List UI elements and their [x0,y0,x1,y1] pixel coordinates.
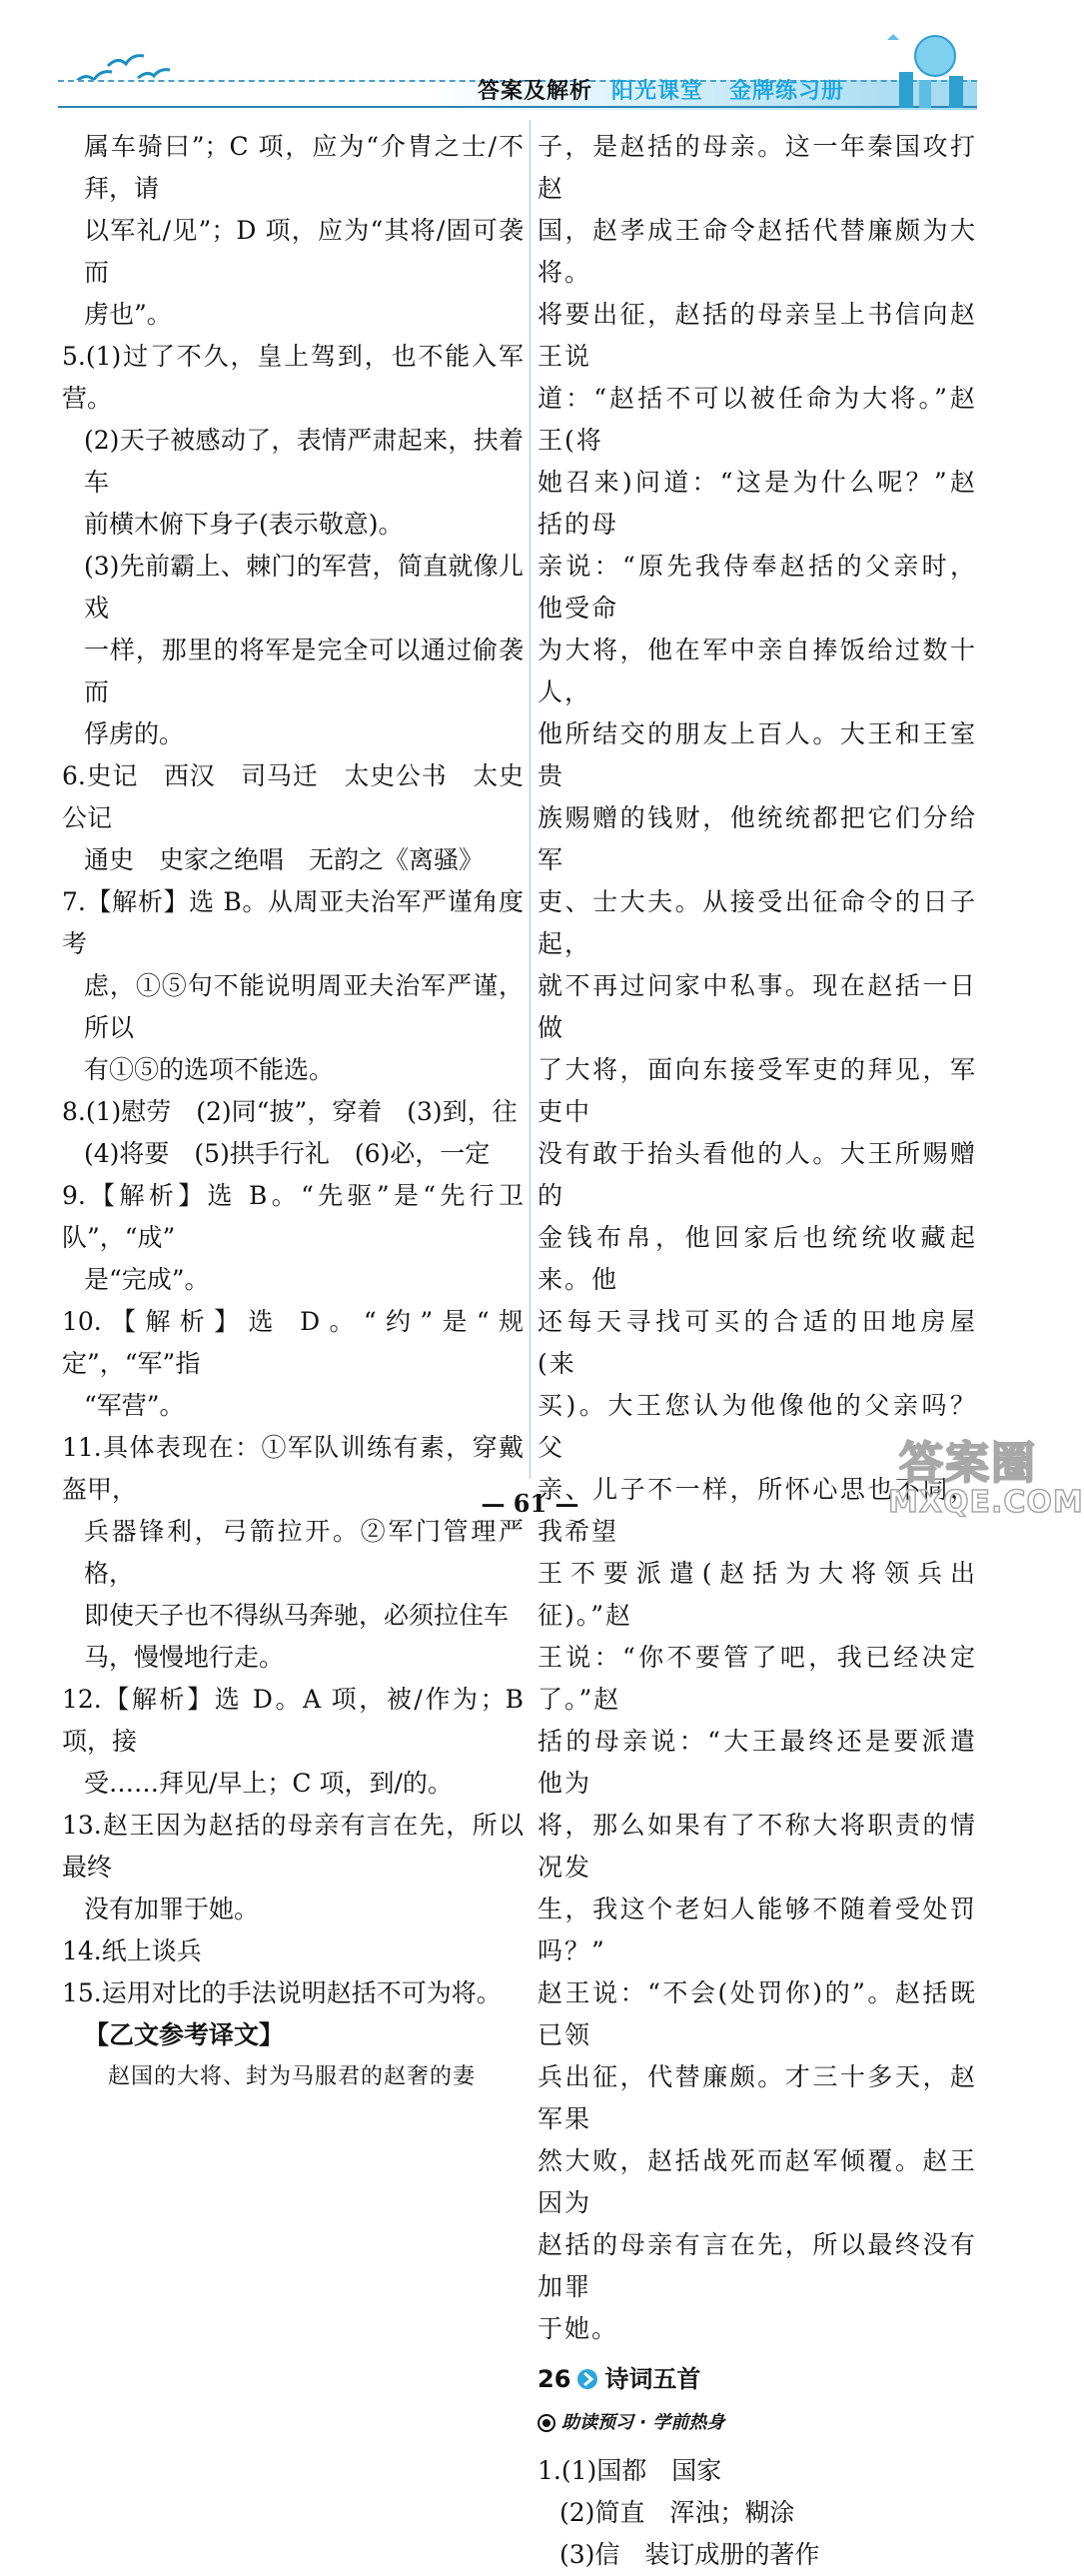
translation-first-line: 赵国的大将、封为马服君的赵奢的妻 [108,2064,477,2089]
translation-line: 生，我这个老妇人能够不随着受处罚吗？” [538,1895,977,1965]
text-line: 有①⑤的选项不能选。 [84,1055,335,1084]
header-brand: 阳光课堂 金牌练习册 [611,79,844,104]
watermark-bottom: MXQE.COM [888,1485,1084,1520]
text-line: 属车骑曰”；C 项，应为“介胄之士/不拜，请 [84,132,524,203]
answer-13: 13.赵王因为赵括的母亲有言在先，所以最终 [62,1811,524,1882]
text-line: 俘虏的。 [84,719,185,748]
header-title: 答案及解析 [478,79,593,104]
translation-line: 国，赵孝成王命令赵括代替廉颇为大将。 [538,216,977,287]
text-line: 即使天子也不得纵马奔驰，必须拉住车 [84,1601,510,1630]
text-line: (4)将要 (5)拱手行礼 (6)必，一定 [84,1139,491,1168]
translation-line: 族赐赠的钱财，他统统都把它们分给军 [538,803,977,874]
translation-line: 为大将，他在军中亲自捧饭给过数十人， [538,636,977,706]
translation-line: 赵王说：“不会(处罚你)的”。赵括既已领 [538,1978,977,2049]
bullet-icon [538,2414,555,2432]
text-line: 兵器锋利，弓箭拉开。②军门管理严格， [84,1517,524,1588]
translation-line: 没有敢于抬头看他的人。大王所赐赠的 [538,1139,977,1210]
answer-1-2: (2)简直 浑浊；糊涂 [559,2498,795,2527]
section-26-heading [538,2358,977,2400]
translation-line: 她召来)问道：“这是为什么呢？”赵括的母 [538,468,977,539]
header-rule [58,106,977,108]
text-line: 虑，①⑤句不能说明周亚夫治军严谨，所以 [84,971,524,1042]
translation-line: 王不要派遣(赵括为大将领兵出征)。”赵 [538,1559,977,1630]
answer-5-2: (2)天子被感动了，表情严肃起来，扶着车 [84,426,524,497]
globe-tower-icon [879,20,989,112]
watermark-logo [888,1427,1084,1527]
answer-7: 7.【解析】选 B。从周亚夫治军严谨角度考 [62,887,524,958]
subsection-title: 助读预习 · 学前热身 [561,2412,725,2433]
left-column [62,126,524,2098]
answer-1-3: (3)信 装订成册的著作 [559,2540,820,2569]
page-number: — 61 — [481,1489,579,1518]
translation-line: 兵出征，代替廉颇。才三十多天，赵军果 [538,2062,977,2133]
translation-line: 然大败，赵括战死而赵军倾覆。赵王因为 [538,2146,977,2217]
translation-line: 金钱布帛，他回家后也统统收藏起来。他 [538,1223,977,1294]
translation-line: 亲说：“原先我侍奉赵括的父亲时，他受命 [538,552,977,623]
translation-line: 道：“赵括不可以被任命为大将。”赵王(将 [538,384,977,455]
translation-line: 赵括的母亲有言在先，所以最终没有加罪 [538,2230,977,2301]
subsection-heading [538,2402,977,2444]
answer-5-1: 5.(1)过了不久，皇上驾到，也不能入军营。 [62,342,524,413]
translation-line: 将要出征，赵括的母亲呈上书信向赵王说 [538,300,977,371]
answer-8: 8.(1)慰劳 (2)同“披”，穿着 (3)到，往 [62,1097,518,1126]
reference-translation-title: 【乙文参考译文】 [84,2020,285,2049]
answer-10: 10.【解析】选 D。“约”是“规定”，“军”指 [62,1307,524,1378]
text-line: 虏也”。 [84,300,172,329]
answer-1-1: 1.(1)国都 国家 [538,2456,722,2485]
text-line: 马，慢慢地行走。 [84,1643,285,1672]
chevron-right-icon [576,2368,598,2390]
page-header [0,0,1060,118]
translation-line: 亲、儿子不一样，所怀心思也不同，我希望 [538,1475,977,1546]
text-line: 通史 史家之绝唱 无韵之《离骚》 [84,845,485,874]
text-line: 是“完成”。 [84,1265,210,1294]
text-line: 受……拜见/早上；C 项，到/的。 [84,1769,453,1798]
translation-line: 还每天寻找可买的合适的田地房屋(来 [538,1307,977,1378]
translation-line: 买)。大王您认为他像他的父亲吗？父 [538,1391,977,1462]
text-line: 以军礼/见”；D 项，应为“其将/固可袭而 [84,216,524,287]
section-number: 26 [538,2365,571,2393]
section-title: 诗词五首 [604,2365,701,2393]
right-column [538,126,977,2576]
answer-15: 15.运用对比的手法说明赵括不可为将。 [62,1978,502,2007]
text-line: 前横木俯下身子(表示敬意)。 [84,510,404,539]
text-line: 没有加罪于她。 [84,1895,260,1924]
answer-9: 9.【解析】选 B。“先驱”是“先行卫队”，“成” [62,1181,524,1252]
answer-12: 12.【解析】选 D。A 项，被/作为；B 项，接 [62,1685,524,1756]
translation-line: 括的母亲说：“大王最终还是要派遣他为 [538,1727,977,1798]
answer-6: 6.史记 西汉 司马迁 太史公书 太史公记 [62,761,524,832]
translation-line: 了大将，面向东接受军吏的拜见，军吏中 [538,1055,977,1126]
text-line: “军营”。 [84,1391,185,1420]
translation-line: 吏、士大夫。从接受出征命令的日子起， [538,887,977,958]
column-divider [530,120,531,1479]
watermark-top: 答案圈 [899,1438,1037,1489]
translation-line: 他所结交的朋友上百人。大王和王室贵 [538,719,977,790]
translation-line: 子，是赵括的母亲。这一年秦国攻打赵 [538,132,977,203]
answer-14: 14.纸上谈兵 [62,1936,202,1965]
translation-line: 将，那么如果有了不称大将职责的情况发 [538,1811,977,1882]
answer-5-3: (3)先前霸上、棘门的军营，简直就像儿戏 [84,552,524,623]
translation-line: 于她。 [538,2314,619,2343]
text-line: 一样，那里的将军是完全可以通过偷袭而 [84,636,524,706]
translation-line: 就不再过问家中私事。现在赵括一日做 [538,971,977,1042]
answer-11: 11.具体表现在：①军队训练有素，穿戴盔甲， [62,1433,524,1504]
translation-line: 王说：“你不要管了吧，我已经决定了。”赵 [538,1643,977,1714]
